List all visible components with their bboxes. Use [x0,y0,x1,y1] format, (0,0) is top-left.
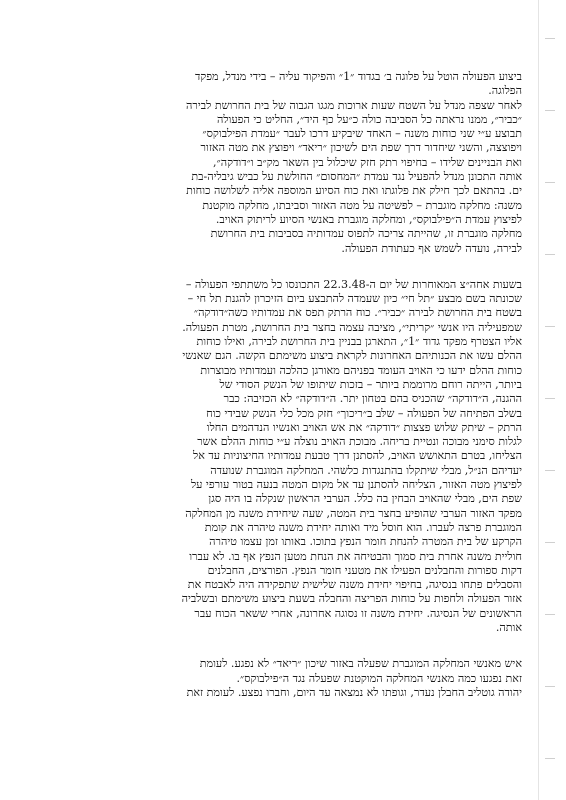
text-line: הראשונים של הנסיגה. יחידת משנה זו נסוגה אחרונה, אחרי ששאר הכוח עבר [194,606,522,620]
text-line: ויפוצצה, והשני שיחדור דרך שפת הים לשיכון ״ריאד״ ויפוצץ את מטה האזור [200,141,522,155]
text-line: שכונתה בשם מבצע ״תל חי״ כיון שעמדה להתבצע ביום הזיכרון להגנת תל חי – [187,292,522,306]
text-line: בשעות אחה״צ המאוחרות של יום ה-22.3.48 התכונסו כל משתתפי הפעולה – [185,277,522,291]
paragraph-3 [44,278,522,635]
text-line: תבוצע ע״י שני כוחות משנה – האחד שיבקיע דרכו לעבר ״עמדת הפילבוקס״ [202,127,522,141]
margin-tick [545,758,555,759]
text-line: שפת הים, מבלי שהאויב הבחין בה כלל. הערבי הראשון שנקלה בו היה סגן [208,492,522,506]
text-line: ההגנה, ה״דודקה״ שהכניס בהם בטחון יתר. ה״דודקה״ לא הכזיבה: כבר [223,392,522,406]
text-line: לפיצוץ עמדת ה״פילבוקס״, ומחלקה מוגברת באנשי הסיוע לריתוק האויב. [215,212,522,226]
margin-tick [545,542,555,543]
margin-tick [545,614,555,615]
text-line: זאת נפגעו כמה מאנשי המחלקה המוקטנת שפעלה נגד ה״פילבוקס״. [236,671,522,685]
text-line: שמפעיליה היו אנשי ״קריתי״, מציבה עצמה בחצר בית החרושת, מטרת הפעולה. [182,320,522,334]
text-line: משנה: מחלקה מוגברת – לפשיטה על מטה האזור וסביבתו, מחלקה מוקטנת [202,198,522,212]
text-line: חוליית משנה אחרת בית סמוך והבטיחה את הנחת מטען הנפץ אף בו. לא עברו [189,549,522,563]
text-line: ביותר, הייתה רוחם מרוממת ביותר – בזכות שיתופו של הנשק הסודי של [219,377,522,391]
text-line: אליו הצטרף מפקד גדוד ״1״, התארגן בבניין בית החרושת לבירה, ואילו כוחות [196,335,522,349]
margin-tick [545,38,555,39]
margin-tick [545,686,555,687]
text-line: בשטח בית החרושת לבירה ״כביר״. כוח הרתק תפס את עמדותיו כשה״דודקה״ [193,306,522,320]
paragraph-4 [44,657,522,700]
text-line: ואת הבניינים שלידו – בחיפוי רתק חזק שיכלול בין השאר מק״ב ו״דודקה״, [213,155,522,169]
text-line: לאחר שצפה מנדל על השטח שעות ארוכות מגגו הגבוה של בית החרושת לבירה [186,98,522,112]
margin-tick [545,470,555,471]
text-line: יהודה גוטליב החבלן נעדר, וגופתו לא נמצאה עד היום, וחברו נפצע. לעומת זאת [186,685,522,699]
text-line: לגלות סימני מבוכה ונטיית בריחה. מבוכת האויב נוצלה ע״י כוחות ההלם אשר [197,435,522,449]
text-line: איש מאנשי המחלקה המוגברת שפעלה באזור שיכון ״ריאד״ לא נפגע. לעומת [199,657,522,671]
text-line: הצליחו, בטרם התאושש האויב, להסתנן דרך טבעת עמדותיו החיצוניות עד אל [193,449,522,463]
text-line: אותה התכונן מנדל להפעיל נגד עמדת ״המחסום״ החולשת על כביש גיבליה-בת [191,170,522,184]
text-line: ״כביר״, ממנו נראתה כל הסביבה כולה כ״על כף היד״, החליט כי הפעולה [216,112,522,126]
paragraph-2 [44,99,522,256]
margin-tick [545,326,555,327]
text-line: בשלב הפתיחה של הפעולה – שלּב ב״ריכוך״ חזק מכל כלי הנשק שבידי כוח [206,406,522,420]
text-line: ביצוע הפעולה הוטל על פלוגה ב׳ בגדוד ״1״ והפיקוד עליה – בידי מנדל, מפקד [194,70,522,83]
text-line: והסבלים פתחו בנסיגה, בחיפוי יחידת משנה שלישית שתפקידה היה לאבטח את [187,578,522,592]
text-line: הפלוגה. [488,84,522,98]
document-body [44,70,522,700]
margin-tick [545,254,555,255]
text-line: מפקד האזור הערבי שהופיע בחצר בית המטה, שעה שיחידת משנה מן המחלקה [185,506,522,520]
text-line: הרתק – שיתק שלוש פצצות ״דודקה״ את אש האויב ואנשיו הנדהמים החלו [206,420,522,434]
text-line: הקרקע של בית המטרה להנחת חומר הנפץ בתוכו. באותו זמן עצמו טיהרה [209,535,522,549]
margin-tick [545,110,555,111]
right-margin-line [538,0,539,800]
text-line: מחלקה מוגברת זו, שהייתה צריכה לתפוס עמדותיה בסביבות בית החרושת [210,227,522,241]
text-line: ההלם עשו את הכנותיהם האחרונות לקראת ביצוע משימתם הקשה. הגם שאנשי [182,349,522,363]
text-line: כוחות ההלם ידעו כי האויב העומד בפניהם מאורגן כהלכה ועמדותיו מבוצרות [200,363,522,377]
margin-tick [545,398,555,399]
text-line: המוגברת פרצה לעברו. הוא חוסל מיד ואותה יחידת משנה טיהרה את קומת [204,520,522,534]
paragraph-1 [44,70,522,99]
text-line: אזור הפעולה ולחפות על כוחות הפריצה והחבלה בשעת ביצוע משימתם ובשלביה [181,592,522,606]
text-line: אותה. [495,620,522,634]
text-line: לבירה, נועדה לשמש אף כעתודת הפעולה. [341,241,522,255]
text-line: ים. בהתאם לכך חילק את פלוגתו ואת כוח הסיוע המוספה אליה לשלושה כוחות [186,184,522,198]
text-line: דקות ספורות והחבלנים הפעילו את מטעני חומר הנפץ. הפורצים, החבלנים [207,563,522,577]
text-line: לפיצוץ מטה האזור, הצליחה להסתנן עד אל מקום המטה בנעה בטור עורפי על [190,478,522,492]
text-line: יעדיהם הנ״ל, מבלי שיתקלו בהתנגדות כלשהי. המחלקה המוגברת שנועדה [210,463,522,477]
margin-tick [545,182,555,183]
